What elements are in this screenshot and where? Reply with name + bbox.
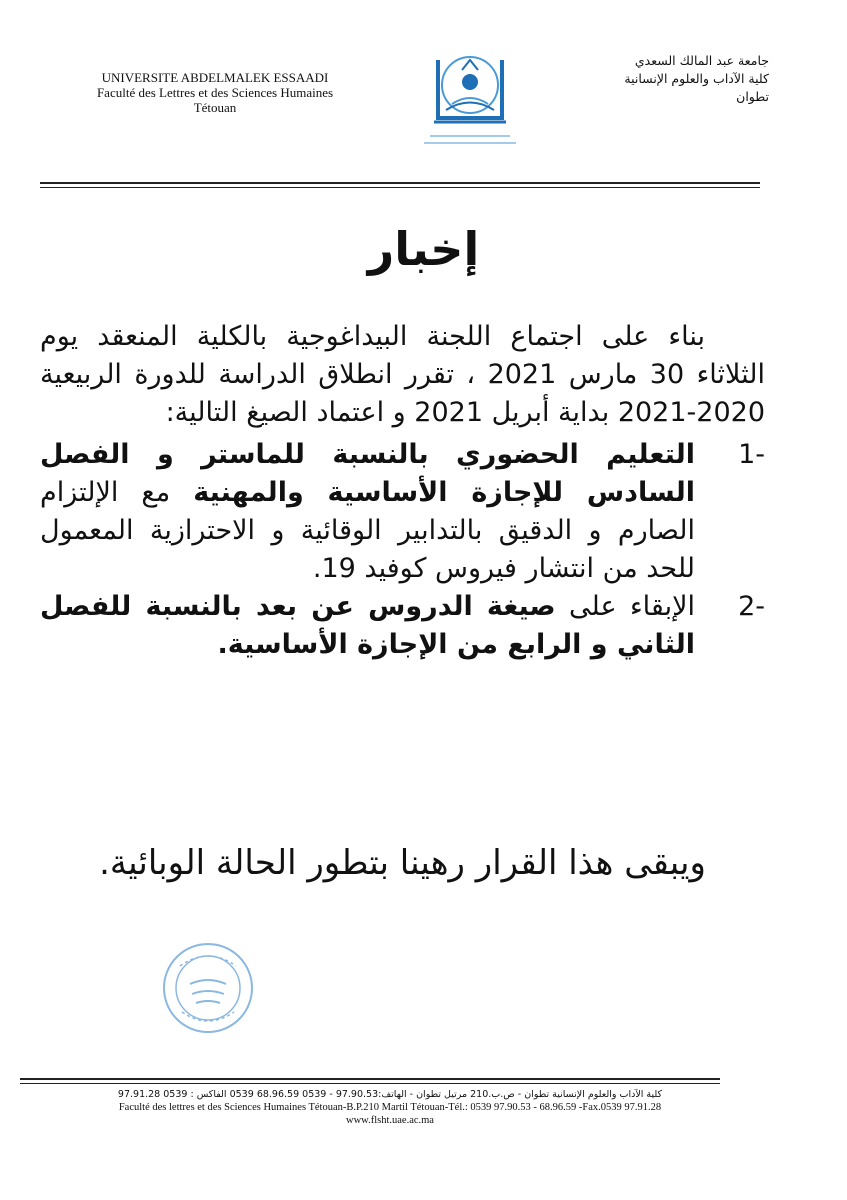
faculty-name-fr: Faculté des Lettres et des Sciences Humaines: [96, 85, 334, 100]
list-item: [40, 436, 765, 588]
university-name-fr: UNIVERSITE ABDELMALEK ESSAADI: [101, 70, 329, 85]
list-item-number: 2-: [738, 591, 765, 622]
university-name-ar: جامعة عبد المالك السعدي: [634, 53, 769, 68]
faculty-logo: [390, 40, 550, 150]
header-arabic: [539, 52, 769, 106]
list-item-text: الإبقاء على: [569, 591, 695, 622]
list-item-bold-text: التعليم الحضوري بالنسبة للماستر و الفصل السادس للإجازة الأساسية والمهنية: [40, 439, 695, 508]
footer-address-ar: كلية الآداب والعلوم الإنسانية تطوان - ص.ب.210 مرتيل تطوان - الهاتف:97.90.53 - 0539 68.96.59 0539 الفاكس : 0539 97.91.28: [117, 1089, 663, 1100]
footer-divider: [20, 1078, 720, 1080]
list-item-number: 1-: [738, 439, 765, 470]
header-french: [60, 70, 370, 115]
list-item-text: مع الإلتزام الصارم و الدقيق بالتدابير الوقائية و الاحترازية المعمول للحد من انتشار فيروس كوفيد 19.: [40, 477, 695, 584]
footer-divider-thin: [20, 1083, 720, 1084]
page-title: إخبار: [367, 222, 480, 276]
footer-address-fr: Faculté des lettres et des Sciences Humaines Tétouan-B.P.210 Martil Tétouan-Tél.: 0539 97.90.53 - 68.96.59 -Fax.0539 97.91.28: [118, 1102, 662, 1113]
city-name-ar: تطوان: [736, 89, 769, 104]
announcement-body: [40, 318, 765, 664]
faculty-name-ar: كلية الآداب والعلوم الإنسانية: [624, 71, 769, 86]
closing-statement: ويبقى هذا القرار رهينا بتطور الحالة الوبائية.: [99, 843, 706, 883]
header-divider: [40, 182, 760, 184]
intro-paragraph: بناء على اجتماع اللجنة البيداغوجية بالكلية المنعقد يوم الثلاثاء 30 مارس 2021 ، تقرر انطلاق الدراسة للدورة الربيعية 2020-2021 بداية أبريل 2021 و اعتماد الصيغ التالية:: [40, 321, 765, 428]
list-item: [40, 588, 765, 664]
footer: [40, 1088, 740, 1127]
city-name-fr: Tétouan: [193, 100, 237, 115]
faculty-stamp: [160, 940, 256, 1036]
header-divider-thin: [40, 187, 760, 188]
list-item-bold-text: صيغة الدروس عن بعد بالنسبة للفصل الثاني و الرابع من الإجازة الأساسية.: [40, 591, 695, 660]
footer-website: www.flsht.uae.ac.ma: [346, 1115, 434, 1126]
measures-list: [40, 436, 765, 664]
